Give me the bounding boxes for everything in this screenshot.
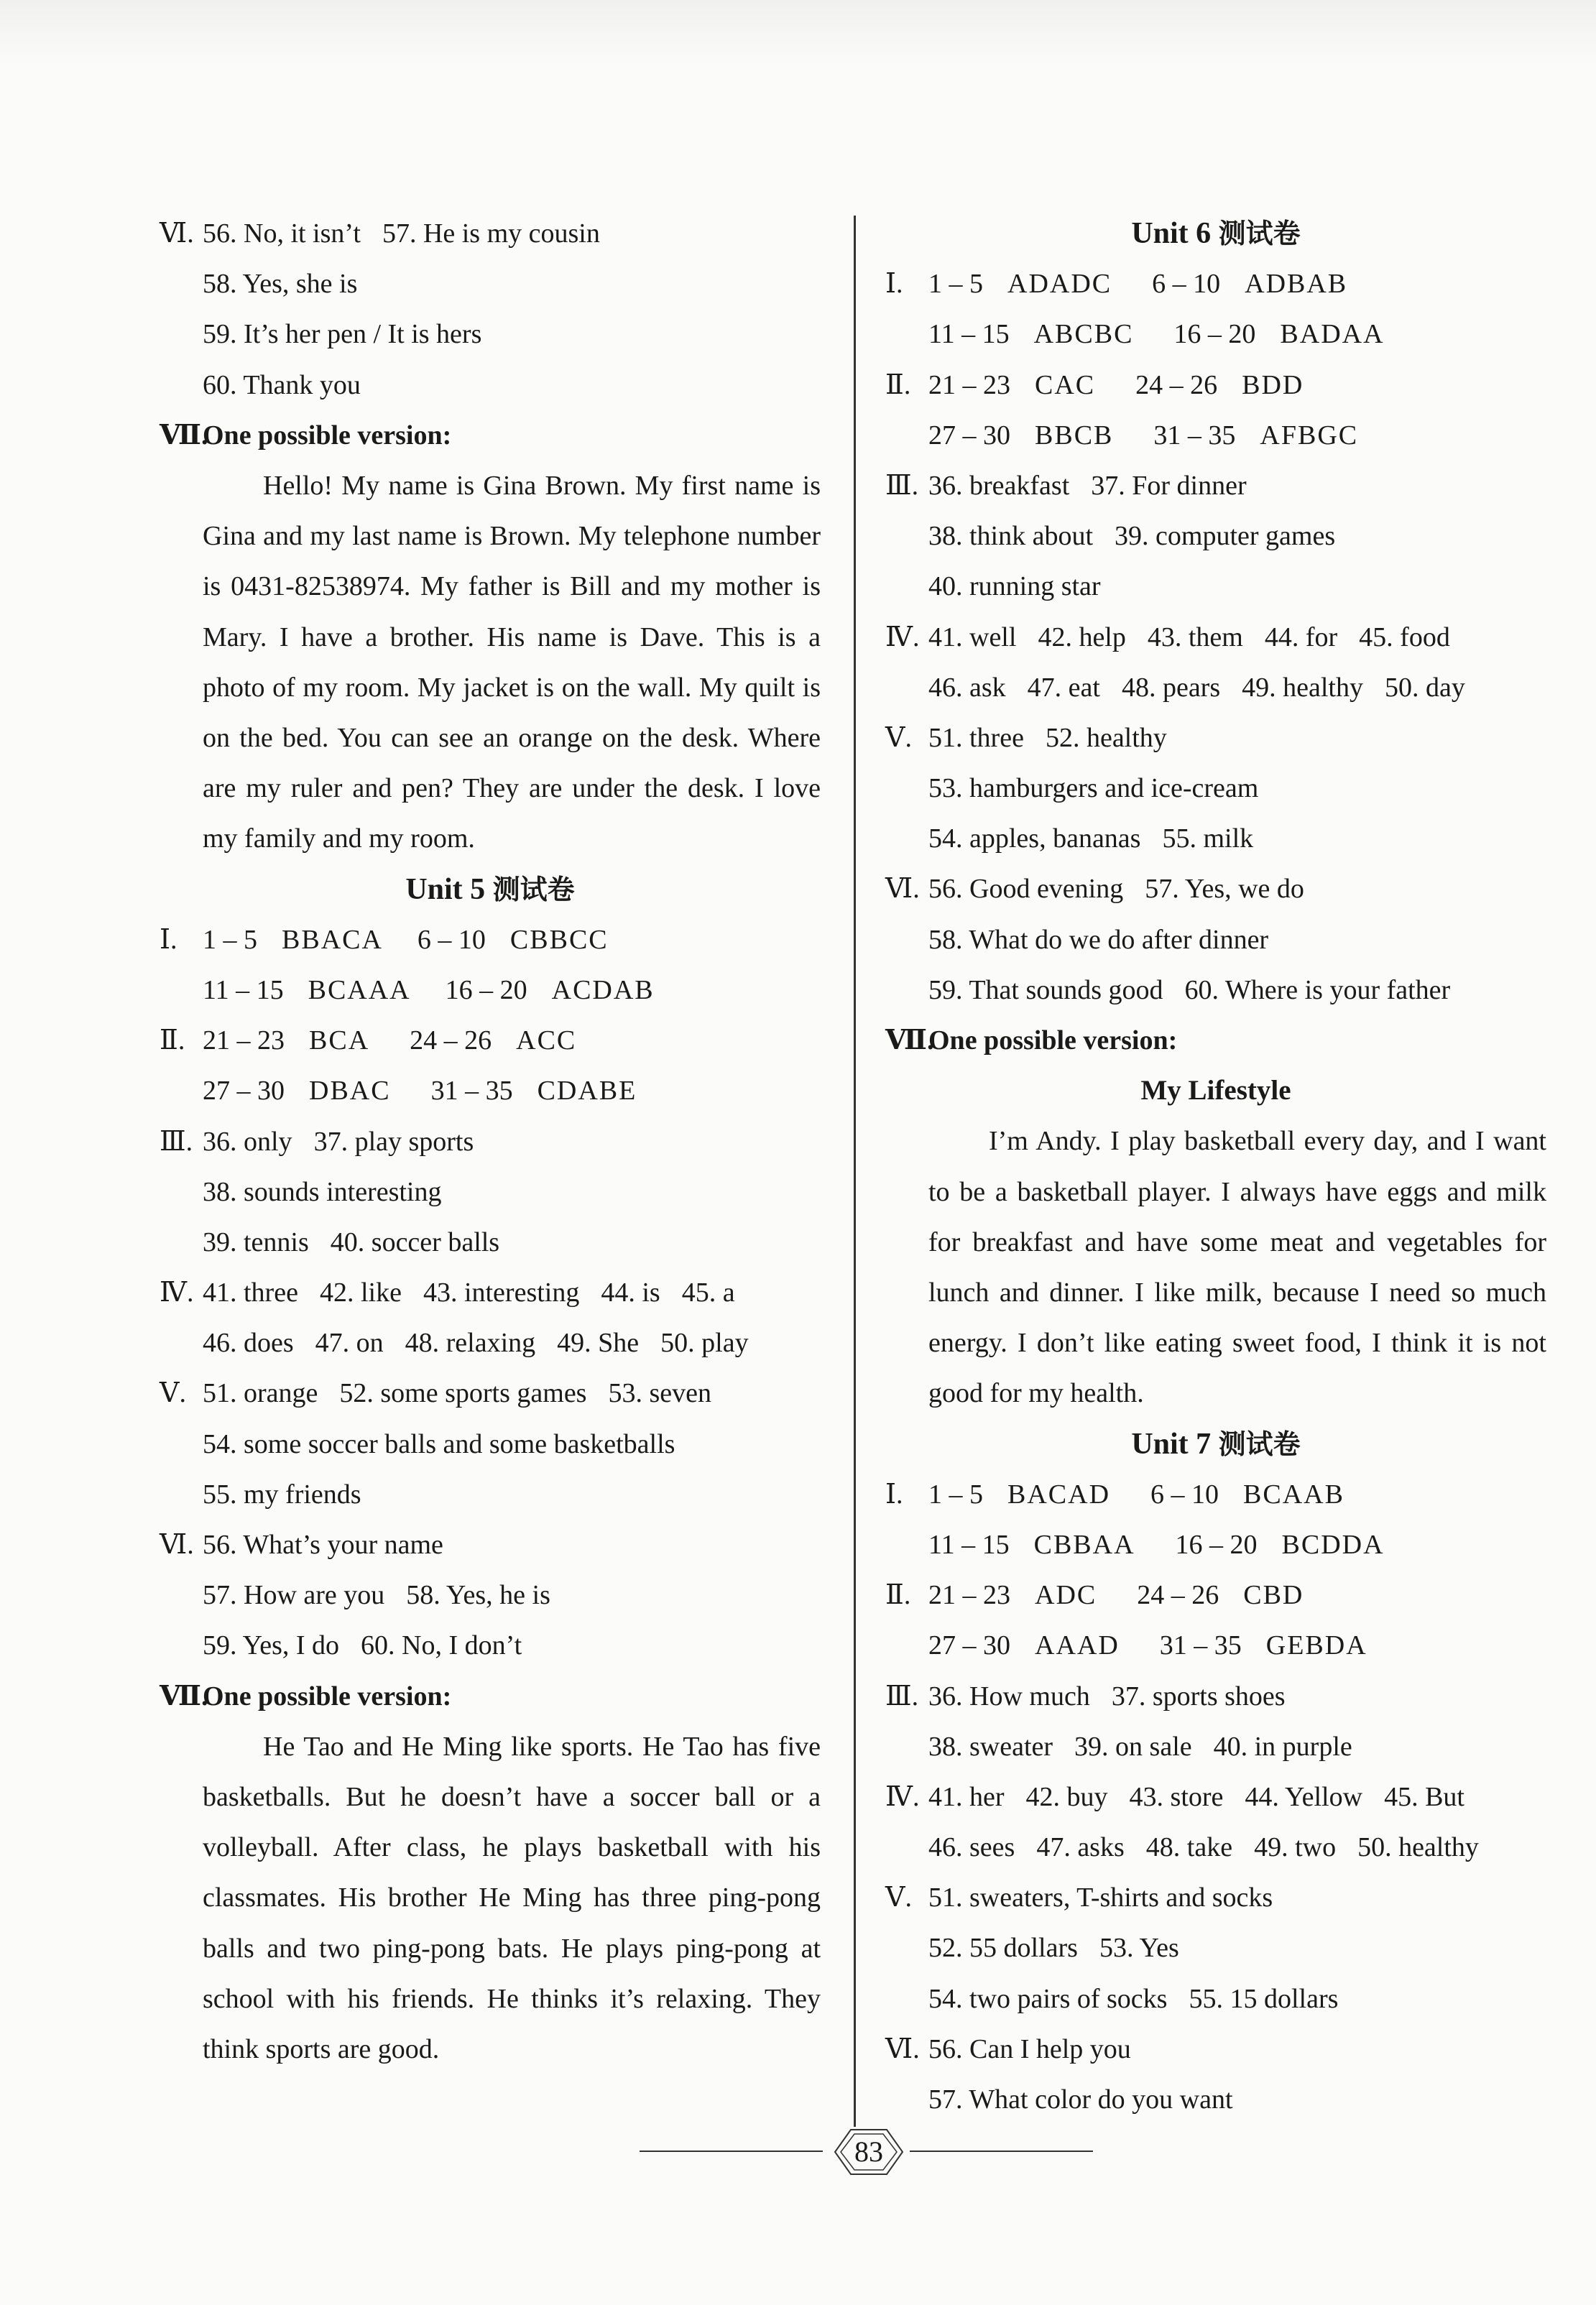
answer-line: 60. Thank you (203, 369, 361, 400)
answer-row: Ⅲ. 36. breakfast 37. For dinner (885, 470, 1247, 501)
answer-row: 11 – 15 CBBAA 16 – 20 BCDDA (928, 1529, 1385, 1560)
answer-line: 40. running star (928, 571, 1101, 602)
left-column (160, 208, 821, 2074)
footer-rule-left (640, 2151, 823, 2152)
answer-row: Ⅲ. 36. only 37. play sports (160, 1126, 474, 1157)
page-number: 83 (854, 2135, 883, 2168)
section-7-heading: Ⅶ. One possible version: (885, 1025, 1178, 1056)
answer-row: Ⅰ. 1 – 5 BBACA 6 – 10 CBBCC (160, 924, 609, 955)
answer-line: 38. sounds interesting (203, 1176, 442, 1207)
unit-7-title: Unit 7 测试卷 (1131, 1427, 1301, 1461)
section-label: Ⅶ. (160, 420, 208, 451)
sample-essay: He Tao and He Ming like sports. He Tao has five basketballs. But he doesn’t have a soccer ball or a volleyball. After class, he plays basketball with his classmates. His brother He Ming has three ping-pong balls and two ping-pong bats. He plays ping-pong at school with his friends. He thinks it’s relaxing. They think sports are good. (203, 1731, 821, 2064)
answer-row: 38. think about 39. computer games (928, 521, 1336, 552)
answer-row: Ⅲ. 36. How much 37. sports shoes (885, 1681, 1286, 1712)
answer-row: Ⅴ. 51. orange 52. some sports games 53. seven (160, 1378, 711, 1409)
section-label: Ⅵ. (160, 218, 194, 249)
unit-5-title: Unit 5 测试卷 (405, 872, 575, 906)
answer-line: 53. hamburgers and ice-cream (928, 773, 1259, 804)
answer-row: 11 – 15 BCAAA 16 – 20 ACDAB (203, 974, 655, 1005)
answer-row: 27 – 30 AAAD 31 – 35 GEBDA (928, 1630, 1367, 1661)
answer-row: Ⅱ. 21 – 23 ADC 24 – 26 CBD (885, 1580, 1304, 1611)
column-divider (854, 216, 856, 2127)
answer-row: 54. two pairs of socks 55. 15 dollars (928, 1983, 1339, 2014)
answer-row: Ⅰ. 1 – 5 ADADC 6 – 10 ADBAB (885, 269, 1348, 300)
answer-row: Ⅰ. 1 – 5 BACAD 6 – 10 BCAAB (885, 1479, 1344, 1510)
section-6-line-1: Ⅵ. 56. No, it isn’t 57. He is my cousin (160, 208, 821, 259)
answer-row: 27 – 30 DBAC 31 – 35 CDABE (203, 1076, 637, 1107)
unit-6-title: Unit 6 测试卷 (1131, 217, 1301, 250)
essay-title: My Lifestyle (1140, 1075, 1291, 1107)
answer-line: 55. my friends (203, 1479, 361, 1510)
answer-row: 57. How are you 58. Yes, he is (203, 1580, 550, 1611)
answer-row: 54. apples, bananas 55. milk (928, 823, 1254, 854)
footer-rule-right (910, 2151, 1093, 2152)
answer-line: 58. What do we do after dinner (928, 924, 1269, 955)
answer-row: 38. sweater 39. on sale 40. in purple (928, 1731, 1352, 1762)
sample-essay: Hello! My name is Gina Brown. My first name is Gina and my last name is Brown. My telephone number is 0431-82538974. My father is Bill and my mother is Mary. I have a brother. His name is Dave. This is a photo of my room. My jacket is on the wall. My quilt is on the bed. You can see an orange on the desk. Where are my ruler and pen? They are under the desk. I love my family and my room. (203, 470, 821, 854)
section-7-heading: Ⅶ. One possible version: (160, 1681, 452, 1712)
answer-row: 46. sees 47. asks 48. take 49. two 50. healthy (928, 1832, 1479, 1863)
answer-row: 27 – 30 BBCB 31 – 35 AFBGC (928, 420, 1359, 451)
answer-row: Ⅳ. 41. three 42. like 43. interesting 44. is 45. a (160, 1278, 735, 1308)
answer-row: Ⅴ. 51. three 52. healthy (885, 722, 1167, 753)
answer-row: 52. 55 dollars 53. Yes (928, 1933, 1179, 1964)
answer-row: Ⅳ. 41. well 42. help 43. them 44. for 45. food (885, 622, 1450, 652)
answer-row: Ⅵ. 56. Good evening 57. Yes, we do (885, 874, 1304, 905)
answer-row: 46. ask 47. eat 48. pears 49. healthy 50. day (928, 672, 1465, 703)
answer-row: Ⅳ. 41. her 42. buy 43. store 44. Yellow 45. But (885, 1781, 1464, 1812)
answer-row: 11 – 15 ABCBC 16 – 20 BADAA (928, 319, 1385, 350)
answer-line: 57. What color do you want (928, 2084, 1233, 2115)
answer-row: Ⅵ. 56. Can I help you (885, 2033, 1131, 2064)
sample-essay: I’m Andy. I play basketball every day, and I want to be a basketball player. I always have eggs and milk for breakfast and have some meat and vegetables for lunch and dinner. I like milk, because I need so much energy. I don’t like eating sweet food, I think it is not good for my health. (928, 1126, 1546, 1409)
answer-line: 54. some soccer balls and some basketballs (203, 1428, 675, 1459)
answer-line: 59. It’s her pen / It is hers (203, 319, 482, 350)
answer-line: 58. Yes, she is (203, 269, 358, 300)
answer-row: Ⅴ. 51. sweaters, T-shirts and socks (885, 1883, 1273, 1913)
answer-row: 39. tennis 40. soccer balls (203, 1227, 500, 1257)
answer-row: Ⅱ. 21 – 23 CAC 24 – 26 BDD (885, 369, 1304, 400)
right-column (885, 208, 1546, 2125)
page-number-badge (829, 2127, 908, 2177)
section-7-heading: Ⅶ. One possible version: (160, 410, 821, 461)
answer-row: 59. That sounds good 60. Where is your father (928, 974, 1451, 1005)
answer-row: 46. does 47. on 48. relaxing 49. She 50. play (203, 1328, 749, 1359)
answer-row: 59. Yes, I do 60. No, I don’t (203, 1630, 522, 1661)
answer-row: Ⅱ. 21 – 23 BCA 24 – 26 ACC (160, 1025, 577, 1056)
scan-shadow (0, 0, 1596, 65)
answer-row: Ⅵ. 56. What’s your name (160, 1530, 443, 1560)
